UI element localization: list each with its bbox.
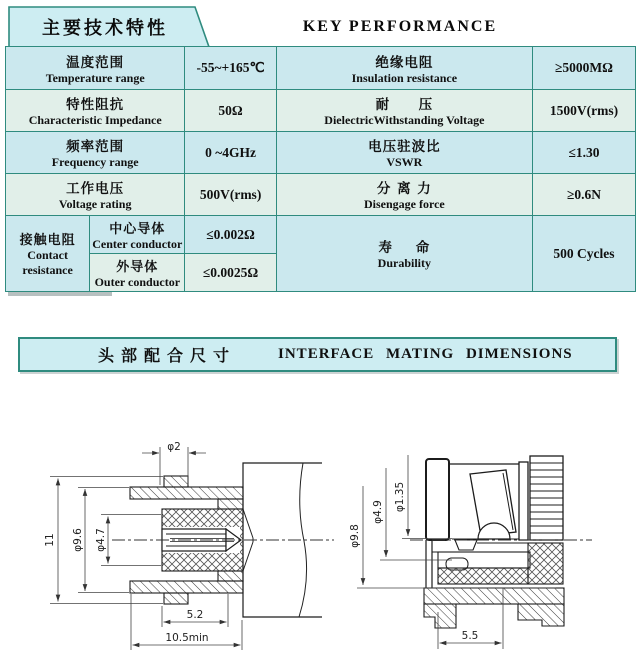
shell-foot <box>518 604 564 626</box>
shell-base <box>424 588 564 604</box>
dimension-label: φ4.9 <box>372 500 384 524</box>
spec-value: ≤0.0025Ω <box>185 254 276 292</box>
spec-value: ≤1.30 <box>532 132 635 174</box>
dimension-label: φ4.7 <box>95 528 107 552</box>
table-row <box>6 132 636 174</box>
insulator <box>438 568 528 584</box>
spec-value: 0 ~4GHz <box>185 132 276 174</box>
spec-value: 1500V(rms) <box>532 90 635 132</box>
main-characteristics-badge <box>8 6 222 50</box>
spec-label: 耐 压 DielectricWithstanding Voltage <box>276 90 532 132</box>
coupling-nut <box>426 459 449 540</box>
dimension-label: 11 <box>44 533 56 547</box>
spec-value: 500 Cycles <box>532 216 635 292</box>
dimension-label: 5.5 <box>461 630 479 642</box>
table-row <box>6 47 636 90</box>
center-conductor-label: 中心导体 Center conductor <box>90 216 185 254</box>
spec-value: 500V(rms) <box>185 174 276 216</box>
dimension-label: φ9.8 <box>349 524 361 548</box>
mating-dimension-drawings <box>0 395 636 659</box>
spec-label: 电压驻波比 VSWR <box>276 132 532 174</box>
knurled-ring <box>530 456 563 540</box>
key-performance-title: KEY PERFORMANCE <box>302 18 498 35</box>
badge-title-zh: 主要技术特性 <box>42 18 168 39</box>
contact-resistance-label: 接触电阻 Contact resistance <box>6 216 90 292</box>
section-title-en: INTERFACE MATING DIMENSIONS <box>278 346 573 362</box>
outer-conductor-label: 外导体 Outer conductor <box>90 254 185 292</box>
spec-value: ≤0.002Ω <box>185 216 276 254</box>
section-title-zh: 头部配合尺寸 <box>98 346 237 365</box>
plug-lower-section <box>424 540 564 628</box>
bottom-contact-tab <box>164 593 188 604</box>
table-row <box>6 216 636 254</box>
table-row <box>6 90 636 132</box>
spec-label: 工作电压 Voltage rating <box>6 174 185 216</box>
spec-label: 频率范围 Frequency range <box>6 132 185 174</box>
dimension-label: φ1.35 <box>394 481 406 513</box>
dimension-label: φ2 <box>167 441 181 453</box>
left-connector-drawing <box>44 441 334 650</box>
table-shadow <box>8 292 112 296</box>
spec-value: ≥0.6N <box>532 174 635 216</box>
dimension-label: φ9.6 <box>72 528 84 552</box>
dimension-label: 10.5min <box>165 632 209 644</box>
spec-label: 分 离 力 Disengage force <box>276 174 532 216</box>
shell-foot <box>424 604 456 628</box>
spec-value: ≥5000MΩ <box>532 47 635 90</box>
spec-label: 温度范围 Temperature range <box>6 47 185 90</box>
spec-table <box>5 46 636 292</box>
dimension-label: 5.2 <box>186 609 204 621</box>
table-row <box>6 174 636 216</box>
spec-value: 50Ω <box>185 90 276 132</box>
spec-label: 特性阻抗 Characteristic Impedance <box>6 90 185 132</box>
right-connector-drawing <box>349 455 592 649</box>
durability-label: 寿 命 Durability <box>276 216 532 292</box>
plug-body-wall <box>519 462 528 540</box>
top-contact-tab <box>164 476 188 487</box>
spec-label: 绝缘电阻 Insulation resistance <box>276 47 532 90</box>
spec-value: -55~+165℃ <box>185 47 276 90</box>
insulator <box>528 543 563 584</box>
interface-dimensions-header <box>18 337 617 372</box>
